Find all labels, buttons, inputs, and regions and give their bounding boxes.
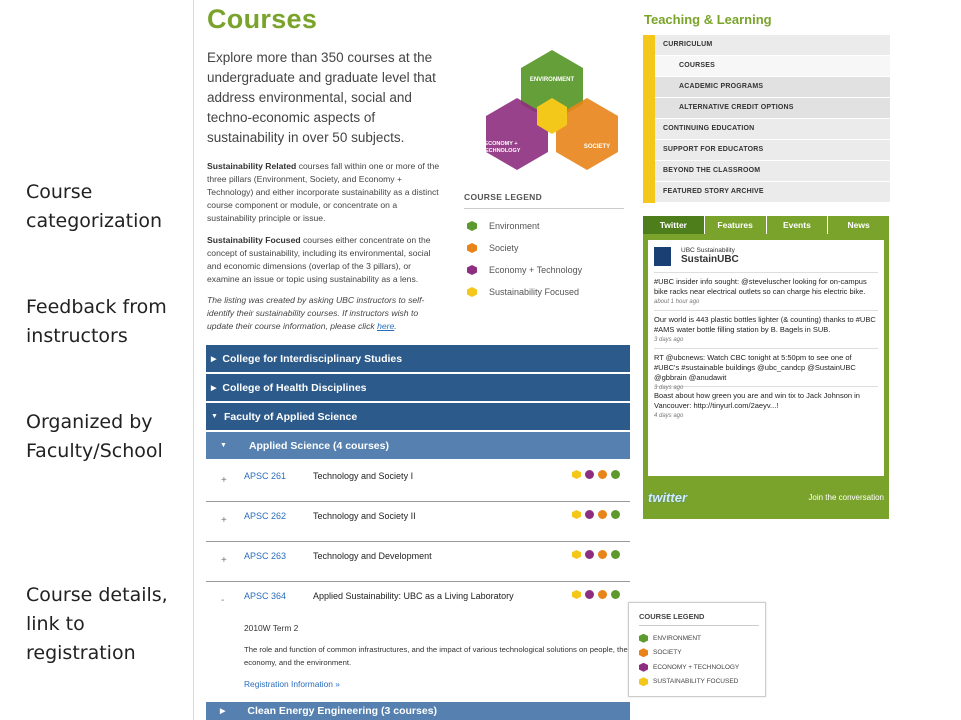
triangle-down-icon: ▼ [220,442,227,449]
registration-link[interactable]: Registration Information » [244,679,340,689]
courses-page [193,0,961,720]
menu-alternative-credit[interactable]: ALTERNATIVE CREDIT OPTIONS [655,98,890,119]
tweet: Boast about how green you are and win tix to Jack Johnson in Vancouver: http://tinyurl.com/2aeyv...! 4 days ago [654,391,860,419]
course-category-icons [572,510,624,519]
course-category-icons [572,470,624,479]
course-legend-callout [628,602,766,697]
menu-academic-programs[interactable]: ACADEMIC PROGRAMS [655,77,890,98]
legend-item-environment: Environment [464,215,624,237]
venn-society-label: SOCIETY [583,144,611,150]
legend-callout-economy: ECONOMY + TECHNOLOGY [639,660,759,675]
ubc-crest-icon [654,247,671,266]
legend-item-society: Society [464,237,624,259]
tab-events[interactable]: Events [767,216,829,234]
page-title: Courses [207,4,318,34]
society-hex-icon [467,243,477,253]
course-legend [464,192,624,303]
menu-featured-archive[interactable]: FEATURED STORY ARCHIVE [655,182,890,203]
course-title: Technology and Society II [313,511,416,521]
twitter-account[interactable] [654,240,878,273]
annotation-course-categorization: Course categorization [26,181,163,232]
social-tabs [643,216,889,234]
menu-support-educators[interactable]: SUPPORT FOR EDUCATORS [655,140,890,161]
course-category-icons [572,590,624,599]
economy-hex-icon [467,265,477,275]
course-code[interactable]: APSC 263 [244,551,287,561]
subgroup-applied-science[interactable]: ▼ Applied Science (4 courses) [206,432,630,459]
twitter-logo-icon[interactable]: twitter [648,489,687,505]
tweet: RT @ubcnews: Watch CBC tonight at 5:50pm to see one of #UBC's #sustainable buildings @ubc_candcp @SustainUBC @gbbrain @anudawit 3 days ago [654,349,878,387]
sidebar-menu [643,35,890,203]
menu-beyond-classroom[interactable]: BEYOND THE CLASSROOM [655,161,890,182]
expand-icon[interactable]: + [221,555,227,566]
listing-paragraph: The listing was created by asking UBC instructors to self-identify their sustainability courses. If instructors wish to update their course information, please click here. [207,295,425,331]
triangle-right-icon: ▶ [211,355,217,363]
course-category-icons [572,550,624,559]
legend-callout-environment: ENVIRONMENT [639,631,759,646]
course-title: Technology and Society I [313,471,414,481]
course-code[interactable]: APSC 261 [244,471,287,481]
legend-item-economy: Economy + Technology [464,259,624,281]
triangle-right-icon: ▶ [211,384,217,392]
course-term: 2010W Term 2 [244,623,299,633]
course-title: Technology and Development [313,551,432,561]
update-info-link[interactable]: here [377,321,395,331]
course-row[interactable] [206,461,630,502]
course-description: The role and function of common infrastructures, and the impact of various technological solutions on people, the economy, and the environment. [244,645,628,667]
venn-economy-label: ECONOMY + [484,141,518,147]
account-org: UBC Sustainability [681,247,735,254]
expand-icon[interactable]: + [221,515,227,526]
annotation-organized: Organized by Faculty/School [26,411,163,462]
twitter-feed [643,234,889,519]
course-row[interactable] [206,501,630,542]
tweet: #UBC insider info sought: @steveluscher looking for on-campus bike racks near electrical outlets so can charge his electric bike. about 1 hour ago [654,273,878,311]
sustainability-venn-diagram [477,48,627,178]
annotation-feedback: Feedback from instructors [26,296,167,347]
legend-callout-society: SOCIETY [639,646,759,661]
tab-features[interactable]: Features [705,216,767,234]
triangle-right-icon: ▶ [220,708,226,715]
environment-hex-icon [467,221,477,231]
menu-continuing-education[interactable]: CONTINUING EDUCATION [655,119,890,140]
annotation-course-details: Course details, link to registration [26,584,168,664]
triangle-down-icon: ▼ [211,413,218,420]
subgroup-clean-energy[interactable]: ▶ Clean Energy Engineering (3 courses) [206,702,630,720]
tab-news[interactable]: News [847,220,870,230]
course-row[interactable] [206,541,630,582]
related-paragraph: Sustainability Related courses fall within one or more of the three pillars (Environment, Society, and Economy + Technology) and either incorporate sustainability as a distinct course component or module, or concentrate on a sustainability principle or issue. [207,161,440,223]
course-title: Applied Sustainability: UBC as a Living Laboratory [313,591,514,601]
expand-icon[interactable]: + [221,475,227,486]
legend-callout-title: COURSE LEGEND [639,612,759,626]
faculty-health[interactable]: ▶ College of Health Disciplines [206,374,630,401]
menu-courses[interactable]: COURSES [655,56,890,77]
legend-callout-sustainability: SUSTAINABILITY FOCUSED [639,675,759,690]
legend-item-sustainability: Sustainability Focused [464,281,624,303]
tab-twitter[interactable]: Twitter [643,216,705,234]
venn-technology-label: TECHNOLOGY [481,148,521,154]
faculty-interdisciplinary[interactable]: ▶ College for Interdisciplinary Studies [206,345,630,372]
legend-title: COURSE LEGEND [464,192,624,209]
course-code[interactable]: APSC 364 [244,591,287,601]
menu-curriculum[interactable]: CURRICULUM [655,35,890,56]
course-code[interactable]: APSC 262 [244,511,287,521]
main-content [206,0,631,720]
tweet: Our world is 443 plastic bottles lighter (& counting) thanks to #UBC #AMS water bottle filling station by B. Bagels in SUB. 3 days ago [654,311,878,349]
sidebar-title: Teaching & Learning [644,12,772,27]
faculty-applied-science[interactable]: ▼ Faculty of Applied Science [206,403,630,430]
focused-paragraph: Sustainability Focused courses either concentrate on the concept of sustainability, including its environmental, social and economic dimensions (overlap of the 3 pillars), or examine an issue or topic using sustainability as a lens. [207,235,431,284]
venn-environment-label: ENVIRONMENT [529,77,575,83]
social-widget [643,216,889,519]
account-handle: SustainUBC [681,254,739,265]
sustainability-hex-icon [467,287,477,297]
intro-text: Explore more than 350 courses at the undergraduate and graduate level that address environmental, social and techno-economic aspects of sustainability in over 50 subjects. [207,50,436,145]
join-conversation-link[interactable]: Join the conversation [808,492,884,502]
collapse-icon[interactable]: - [221,595,225,606]
course-row-expanded[interactable] [206,581,630,621]
